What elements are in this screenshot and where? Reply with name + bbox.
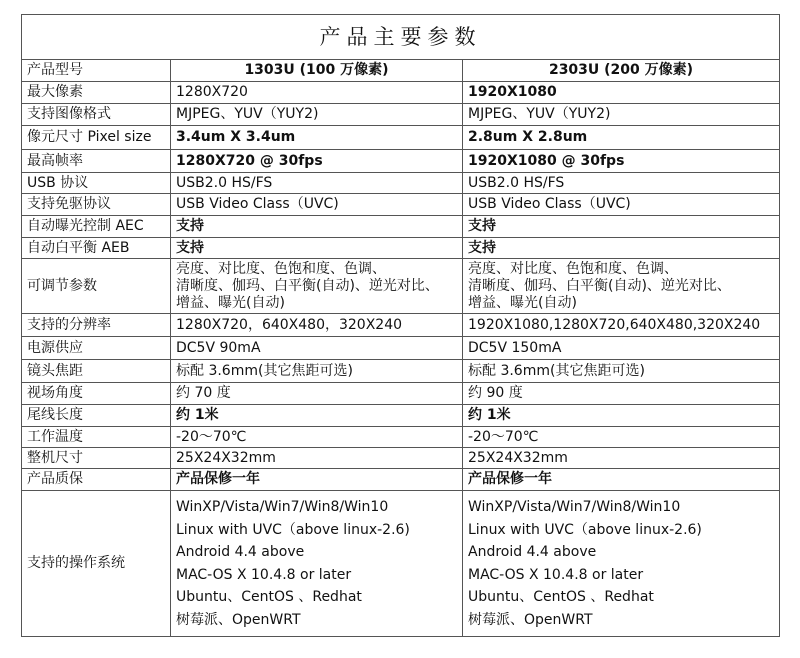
value-2303u: 1920X1080 <box>463 82 780 104</box>
value-1303u: 支持 <box>171 238 463 259</box>
table-row <box>22 173 780 194</box>
value-2303u: 1920X1080 @ 30fps <box>463 150 780 173</box>
os-item: WinXP/Vista/Win7/Win8/Win10 <box>468 499 681 515</box>
os-item: WinXP/Vista/Win7/Win8/Win10 <box>176 499 389 515</box>
value-1303u: 支持 <box>171 216 463 238</box>
value-2303u: 支持 <box>463 216 780 238</box>
value-line: 亮度、对比度、色饱和度、色调、 <box>468 260 678 277</box>
table-row <box>22 259 780 314</box>
os-item: 树莓派、OpenWRT <box>468 611 593 628</box>
value-2303u: USB2.0 HS/FS <box>463 173 780 194</box>
value-1303u: 标配 3.6mm(其它焦距可选) <box>171 360 463 383</box>
os-item: MAC-OS X 10.4.8 or later <box>176 566 352 583</box>
value-1303u: 1280X720 <box>171 82 463 104</box>
header-model-2303u: 2303U (200 万像素) <box>463 60 780 82</box>
header-label: 产品型号 <box>22 60 171 82</box>
value-line: 亮度、对比度、色饱和度、色调、 <box>176 260 386 277</box>
table-row <box>22 82 780 104</box>
os-item: Linux with UVC（above linux-2.6) <box>468 521 702 538</box>
row-label: 最大像素 <box>22 82 171 104</box>
table-row <box>22 150 780 173</box>
row-label: 产品质保 <box>22 469 171 491</box>
value-1303u: 1280X720 @ 30fps <box>171 150 463 173</box>
value-1303u: -20～70℃ <box>171 427 463 448</box>
value-2303u: MJPEG、YUV（YUY2) <box>463 104 780 126</box>
table-row <box>22 405 780 427</box>
value-2303u: 25X24X32mm <box>463 448 780 469</box>
table-row <box>22 104 780 126</box>
row-label: USB 协议 <box>22 173 171 194</box>
value-2303u: USB Video Class（UVC) <box>463 194 780 216</box>
os-row <box>22 491 780 637</box>
value-2303u: DC5V 150mA <box>463 337 780 360</box>
table-row <box>22 337 780 360</box>
row-label: 可调节参数 <box>22 259 171 314</box>
os-item: Linux with UVC（above linux-2.6) <box>176 521 410 538</box>
value-2303u: 产品保修一年 <box>463 469 780 491</box>
os-list-2303u <box>463 491 780 637</box>
os-item: 树莓派、OpenWRT <box>176 611 301 628</box>
os-label: 支持的操作系统 <box>22 491 171 637</box>
table-row <box>22 360 780 383</box>
spec-table <box>21 14 780 637</box>
value-line: 清晰度、伽玛、白平衡(自动)、逆光对比、 <box>176 277 439 294</box>
title-row <box>22 15 780 60</box>
value-line: 增益、曝光(自动) <box>176 294 285 311</box>
value-1303u: 约 70 度 <box>171 383 463 405</box>
os-item: Android 4.4 above <box>176 544 305 560</box>
row-label: 电源供应 <box>22 337 171 360</box>
value-1303u: 1280X720，640X480，320X240 <box>171 314 463 337</box>
table-row <box>22 469 780 491</box>
table-title: 产品主要参数 <box>22 15 780 60</box>
value-2303u: 支持 <box>463 238 780 259</box>
value-1303u: 3.4um X 3.4um <box>171 126 463 150</box>
table-row <box>22 126 780 150</box>
os-item: Android 4.4 above <box>468 544 597 560</box>
table-row <box>22 194 780 216</box>
row-label: 整机尺寸 <box>22 448 171 469</box>
row-label: 尾线长度 <box>22 405 171 427</box>
row-label: 视场角度 <box>22 383 171 405</box>
value-2303u: 2.8um X 2.8um <box>463 126 780 150</box>
row-label: 支持的分辨率 <box>22 314 171 337</box>
row-label: 支持免驱协议 <box>22 194 171 216</box>
table-row <box>22 314 780 337</box>
value-2303u <box>463 259 780 314</box>
value-2303u: 1920X1080,1280X720,640X480,320X240 <box>463 314 780 337</box>
table-row <box>22 427 780 448</box>
value-1303u <box>171 259 463 314</box>
table-row <box>22 448 780 469</box>
value-1303u: 约 1米 <box>171 405 463 427</box>
row-label: 支持图像格式 <box>22 104 171 126</box>
row-label: 工作温度 <box>22 427 171 448</box>
value-2303u: -20～70℃ <box>463 427 780 448</box>
value-2303u: 标配 3.6mm(其它焦距可选) <box>463 360 780 383</box>
value-1303u: USB2.0 HS/FS <box>171 173 463 194</box>
row-label: 像元尺寸 Pixel size <box>22 126 171 150</box>
table-row <box>22 238 780 259</box>
value-1303u: 产品保修一年 <box>171 469 463 491</box>
value-1303u: 25X24X32mm <box>171 448 463 469</box>
value-1303u: DC5V 90mA <box>171 337 463 360</box>
os-item: MAC-OS X 10.4.8 or later <box>468 566 644 583</box>
os-item: Ubuntu、CentOS 、Redhat <box>468 589 654 605</box>
os-list-1303u <box>171 491 463 637</box>
value-line: 增益、曝光(自动) <box>468 294 577 311</box>
table-row <box>22 216 780 238</box>
row-label: 自动曝光控制 AEC <box>22 216 171 238</box>
value-1303u: USB Video Class（UVC) <box>171 194 463 216</box>
value-line: 清晰度、伽玛、白平衡(自动)、逆光对比、 <box>468 277 731 294</box>
os-item: Ubuntu、CentOS 、Redhat <box>176 589 362 605</box>
value-2303u: 约 90 度 <box>463 383 780 405</box>
row-label: 自动白平衡 AEB <box>22 238 171 259</box>
row-label: 最高帧率 <box>22 150 171 173</box>
row-label: 镜头焦距 <box>22 360 171 383</box>
value-1303u: MJPEG、YUV（YUY2) <box>171 104 463 126</box>
value-2303u: 约 1米 <box>463 405 780 427</box>
header-model-1303u: 1303U (100 万像素) <box>171 60 463 82</box>
header-row <box>22 60 780 82</box>
table-row <box>22 383 780 405</box>
